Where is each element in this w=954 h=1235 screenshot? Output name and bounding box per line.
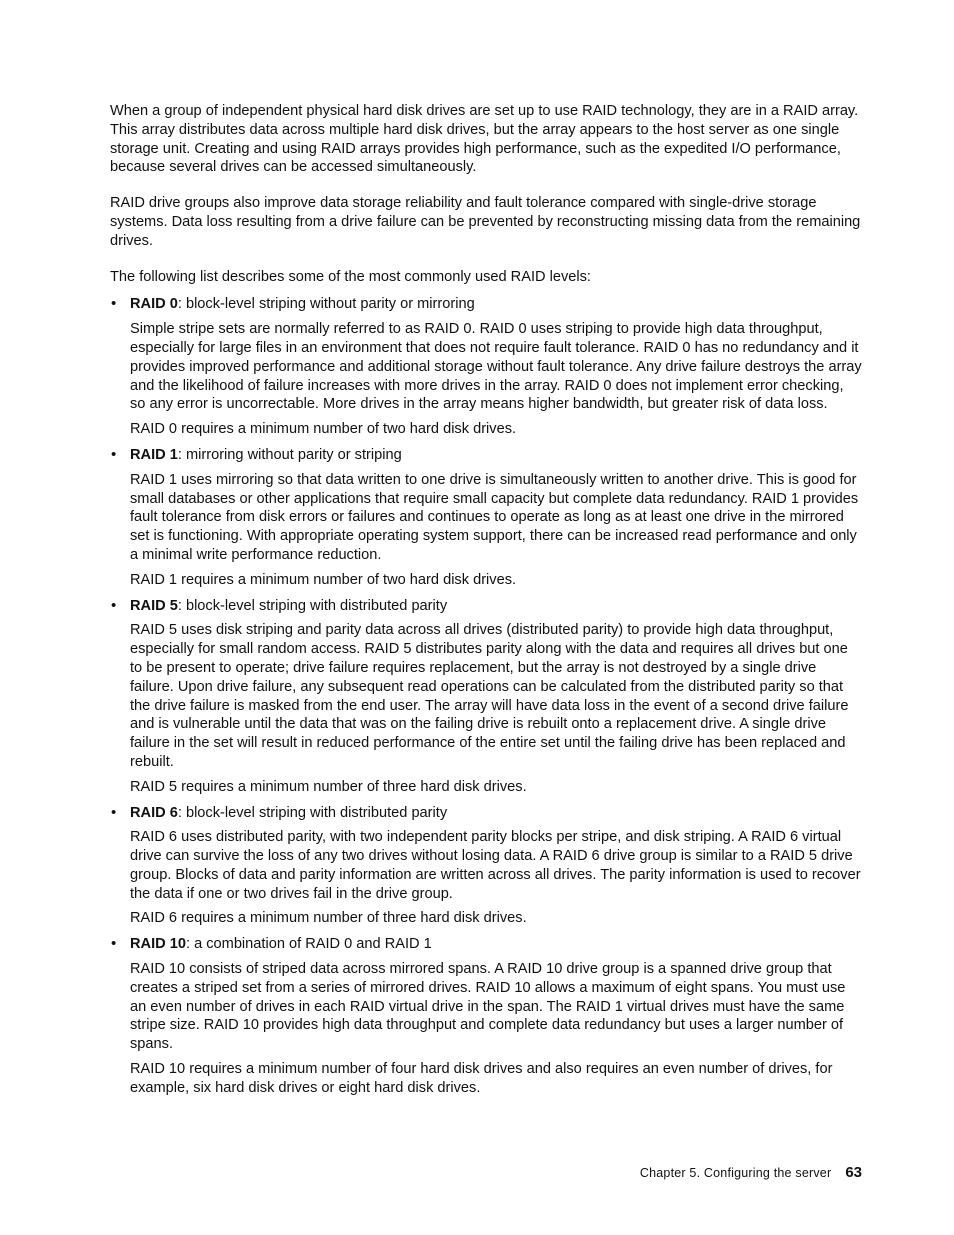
footer-chapter-title: Chapter 5. Configuring the server (639, 1166, 832, 1180)
list-item-raid-0 (110, 295, 862, 439)
list-item-raid-6 (110, 804, 862, 929)
raid-0-name: RAID 0 (130, 296, 178, 313)
list-item-raid-10 (110, 935, 862, 1097)
raid-10-requirement: RAID 10 requires a minimum number of four hard disk drives and also requires an even number of drives, for example, six hard disk drives or eight hard disk drives. (130, 1061, 833, 1096)
raid-6-summary: : block-level striping with distributed parity (177, 804, 448, 821)
raid-6-requirement: RAID 6 requires a minimum number of three hard disk drives. (130, 910, 527, 927)
list-item-raid-1 (110, 446, 862, 590)
raid-5-summary: : block-level striping with distributed parity (177, 597, 448, 614)
raid-5-heading (111, 596, 862, 616)
raid-5-description: RAID 5 uses disk striping and parity data across all drives (distributed parity) to provide high data throughput, especially for small random access. RAID 5 distributes parity along with the data and requires all drives but one to be present to operate; drive failure requires replacement, but the array is not destroyed by a single drive failure. Upon drive failure, any subsequent read operations can be calculated from the distributed parity so that the drive failure is masked from the end user. The array will have data loss in the event of a second drive failure and is vulnerable until the data that was on the failing drive is rebuilt onto a replacement drive. A single drive failure in the set will result in reduced performance of the entire set until the failing drive has been replaced and rebuilt. (130, 622, 849, 770)
bullet-icon: • (111, 445, 117, 463)
raid-0-description: Simple stripe sets are normally referred to as RAID 0. RAID 0 uses striping to provide high data throughput, especially for large files in an environment that does not require fault tolerance. RAID 0 has no redundancy and it provides improved performance and additional storage without fault tolerance. Any drive failure destroys the array and the likelihood of failure increases with more drives in the array. RAID 0 does not implement error checking, so any error is uncorrectable. More drives in the array means higher bandwidth, but greater risk of data loss. (130, 321, 862, 413)
raid-6-description: RAID 6 uses distributed parity, with two independent parity blocks per stripe, and disk striping. A RAID 6 virtual drive can survive the loss of any two drives without losing data. A RAID 6 drive group is similar to a RAID 5 drive group. Blocks of data and parity information are written across all drives. The parity information is used to recover the data if one or two drives fail in the drive group. (130, 829, 861, 902)
page-footer (640, 1163, 862, 1183)
raid-0-requirement: RAID 0 requires a minimum number of two hard disk drives. (130, 421, 517, 438)
raid-6-heading (111, 803, 862, 823)
raid-1-name: RAID 1 (130, 446, 178, 463)
bullet-icon: • (111, 935, 117, 953)
bullet-icon: • (111, 803, 117, 821)
page-number: 63 (845, 1164, 862, 1181)
intro-paragraph-list-lead: The following list describes some of the most commonly used RAID levels: (110, 268, 591, 285)
raid-1-description: RAID 1 uses mirroring so that data written to one drive is simultaneously written to another drive. This is good for small databases or other applications that require small capacity but complete data redundancy. RAID 1 provides fault tolerance from disk errors or failures and continues to operate as long as at least one drive in the mirrored set is functioning. With appropriate operating system support, there can be increased read performance and only a minimal write performance reduction. (130, 471, 859, 563)
bullet-icon: • (111, 596, 117, 614)
raid-1-summary: : mirroring without parity or striping (177, 446, 402, 463)
intro-paragraph-reliability: RAID drive groups also improve data storage reliability and fault tolerance compared with single-drive storage systems. Data loss resulting from a drive failure can be prevented by reconstructing missing data from the remaining drives. (110, 195, 861, 249)
raid-1-requirement: RAID 1 requires a minimum number of two hard disk drives. (130, 571, 517, 588)
raid-10-summary: : a combination of RAID 0 and RAID 1 (185, 936, 432, 953)
raid-6-name: RAID 6 (130, 804, 178, 821)
document-page (110, 102, 862, 1105)
raid-10-heading (111, 935, 862, 954)
raid-1-heading (111, 445, 862, 465)
raid-10-name: RAID 10 (130, 936, 186, 953)
raid-10-description: RAID 10 consists of striped data across mirrored spans. A RAID 10 drive group is a spanned drive group that creates a striped set from a series of mirrored drives. RAID 10 allows a maximum of eight spans. You must use an even number of drives in each RAID virtual drive in the span. The RAID 1 virtual drives must have the same stripe size. RAID 10 provides high data throughput and complete data redundancy but uses a larger number of spans. (130, 961, 846, 1053)
intro-paragraph-raid-array: When a group of independent physical hard disk drives are set up to use RAID technology, they are in a RAID array. This array distributes data across multiple hard disk drives, but the array appears to the host server as one single storage unit. Creating and using RAID arrays provides high performance, such as the expedited I/O performance, because several drives can be accessed simultaneously. (110, 103, 859, 176)
bullet-icon: • (111, 295, 117, 313)
raid-0-heading (111, 295, 862, 314)
list-item-raid-5 (110, 597, 862, 797)
raid-0-summary: : block-level striping without parity or mirroring (177, 296, 475, 313)
raid-5-requirement: RAID 5 requires a minimum number of three hard disk drives. (130, 778, 527, 795)
raid-levels-list (110, 295, 862, 1097)
raid-5-name: RAID 5 (130, 597, 178, 614)
